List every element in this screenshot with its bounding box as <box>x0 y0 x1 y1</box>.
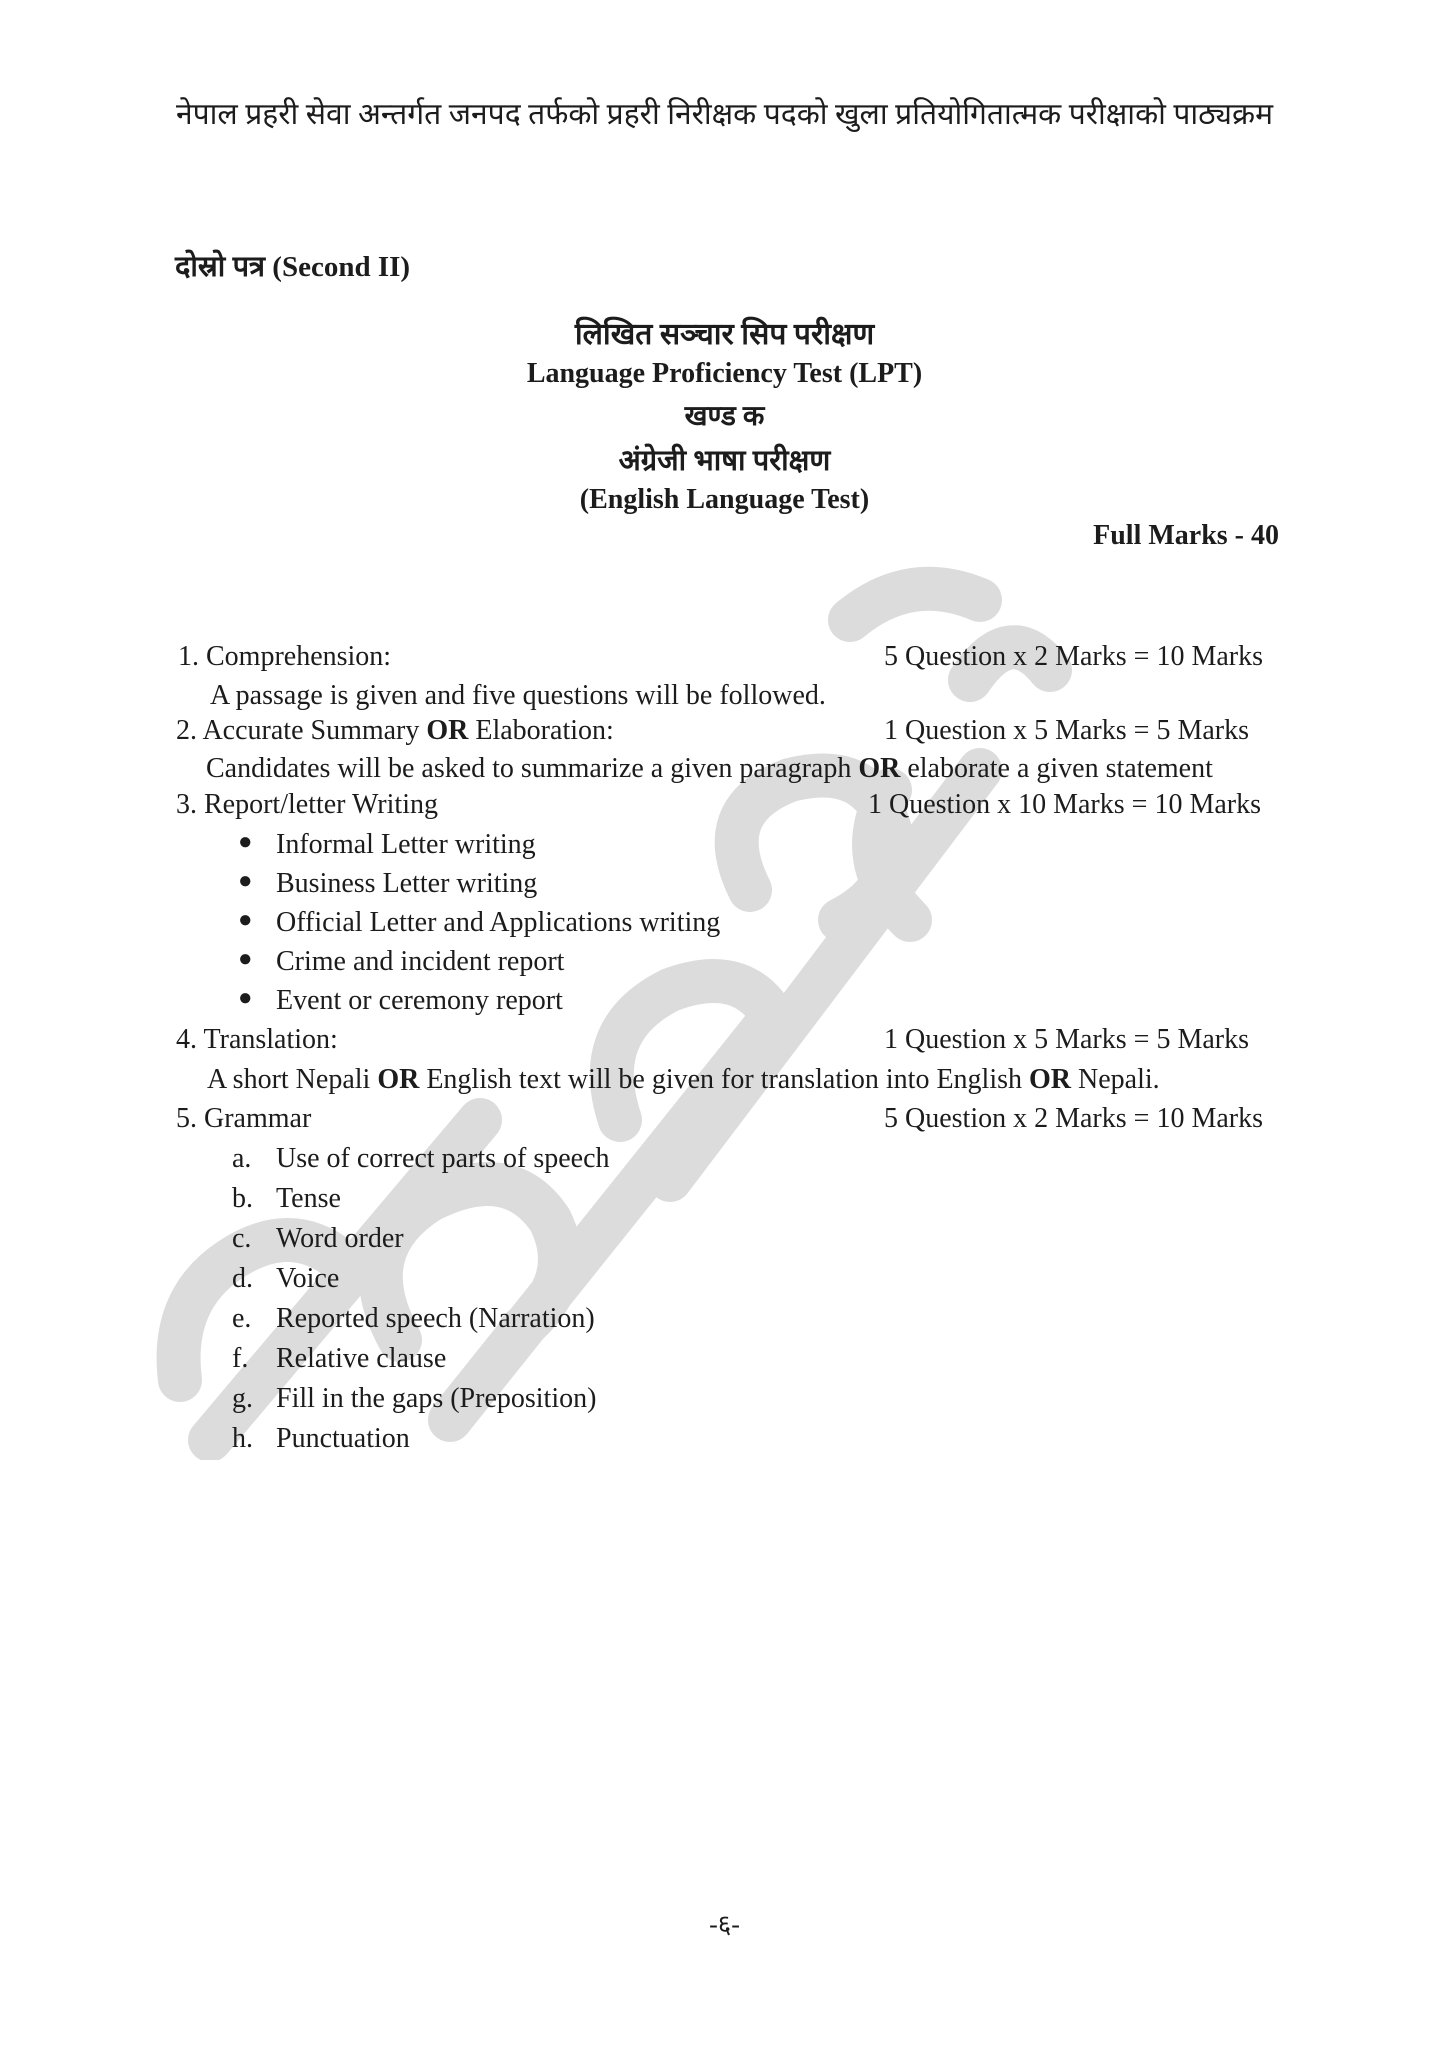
item-2-description-post: elaborate a given statement <box>900 753 1213 784</box>
subitem-text: Reported speech (Narration) <box>276 1303 595 1334</box>
bullet-item <box>0 868 1449 908</box>
title-english-sub: (English Language Test) <box>579 484 870 515</box>
item-3-row <box>0 789 1449 829</box>
title-section: खण्ड क <box>684 401 765 432</box>
bullet-dot: ● <box>238 829 253 855</box>
subitem-letter: d. <box>232 1263 253 1294</box>
title-english-main: Language Proficiency Test (LPT) <box>526 358 923 389</box>
subitem-text: Tense <box>276 1183 341 1214</box>
document-header: नेपाल प्रहरी सेवा अन्तर्गत जनपद तर्फको प्रहरी निरीक्षक पदको खुला प्रतियोगितात्मक परीक्षाको पाठ्यक्रम <box>175 98 1274 131</box>
bullet-text: Event or ceremony report <box>276 985 563 1016</box>
item-4-description-a: A short Nepali <box>207 1064 378 1095</box>
item-4-description-b: English text will be given for translation into English <box>419 1064 1030 1095</box>
bullet-item <box>0 985 1449 1025</box>
subitem-text: Word order <box>276 1223 404 1254</box>
subitem-text: Fill in the gaps (Preposition) <box>276 1383 597 1414</box>
subitem-letter: e. <box>232 1303 252 1334</box>
subitem-text: Use of correct parts of speech <box>276 1143 610 1174</box>
item-4-row <box>0 1024 1449 1064</box>
item-5-marks: 5 Question x 2 Marks = 10 Marks <box>884 1103 1263 1134</box>
full-marks: Full Marks - 40 <box>1093 520 1279 551</box>
grammar-subitem <box>0 1343 1449 1383</box>
item-2-row <box>0 715 1449 755</box>
grammar-subitem <box>0 1263 1449 1303</box>
item-5-row <box>0 1103 1449 1143</box>
grammar-subitem <box>0 1383 1449 1423</box>
item-3-marks: 1 Question x 10 Marks = 10 Marks <box>868 789 1261 820</box>
page-number: -६- <box>709 1910 740 1939</box>
item-2-description-row <box>0 753 1449 793</box>
bullet-dot: ● <box>238 946 253 972</box>
bullet-dot: ● <box>238 985 253 1011</box>
title-nepali-main: लिखित सञ्चार सिप परीक्षण <box>574 318 875 351</box>
item-5-title: 5. Grammar <box>176 1103 312 1134</box>
bullet-dot: ● <box>238 868 253 894</box>
item-2-title-pre: 2. Accurate Summary <box>176 715 427 746</box>
item-4-description-row <box>0 1064 1449 1104</box>
item-1-description-row <box>0 680 1449 720</box>
item-1-description: A passage is given and five questions will be followed. <box>210 680 826 711</box>
subitem-letter: h. <box>232 1423 253 1454</box>
item-4-title: 4. Translation: <box>176 1024 338 1055</box>
subitem-letter: c. <box>232 1223 252 1254</box>
item-2-description-or: OR <box>858 753 901 784</box>
item-2-description-pre: Candidates will be asked to summarize a given paragraph <box>206 753 859 784</box>
item-4-description <box>207 1064 1160 1096</box>
title-nepali-sub: अंग्रेजी भाषा परीक्षण <box>618 445 831 477</box>
bullet-text: Crime and incident report <box>276 946 565 977</box>
bullet-item <box>0 829 1449 869</box>
item-1-title: 1. Comprehension: <box>178 641 392 672</box>
item-4-description-or2: OR <box>1029 1064 1072 1095</box>
item-4-marks: 1 Question x 5 Marks = 5 Marks <box>884 1024 1249 1055</box>
subitem-text: Voice <box>276 1263 340 1294</box>
subitem-letter: a. <box>232 1143 252 1174</box>
bullet-item <box>0 907 1449 947</box>
subitem-text: Relative clause <box>276 1343 447 1374</box>
item-1-marks: 5 Question x 2 Marks = 10 Marks <box>884 641 1263 672</box>
item-2-title-or: OR <box>426 715 469 746</box>
item-4-description-or1: OR <box>377 1064 420 1095</box>
bullet-text: Informal Letter writing <box>276 829 536 860</box>
item-2-marks: 1 Question x 5 Marks = 5 Marks <box>884 715 1249 746</box>
bullet-text: Business Letter writing <box>276 868 538 899</box>
item-2-title <box>176 715 614 747</box>
grammar-subitem <box>0 1303 1449 1343</box>
subitem-letter: g. <box>232 1383 253 1414</box>
bullet-item <box>0 946 1449 986</box>
grammar-subitem <box>0 1423 1449 1463</box>
subitem-letter: b. <box>232 1183 253 1214</box>
grammar-subitem <box>0 1183 1449 1223</box>
item-3-title: 3. Report/letter Writing <box>176 789 438 820</box>
paper-label: दोस्रो पत्र (Second II) <box>175 251 411 283</box>
bullet-text: Official Letter and Applications writing <box>276 907 721 938</box>
item-2-title-post: Elaboration: <box>468 715 614 746</box>
item-4-description-c: Nepali. <box>1071 1064 1160 1095</box>
subitem-letter: f. <box>232 1343 249 1374</box>
grammar-subitem <box>0 1223 1449 1263</box>
bullet-dot: ● <box>238 907 253 933</box>
item-2-description <box>206 753 1213 785</box>
subitem-text: Punctuation <box>276 1423 410 1454</box>
item-1-row <box>0 641 1449 681</box>
grammar-subitem <box>0 1143 1449 1183</box>
